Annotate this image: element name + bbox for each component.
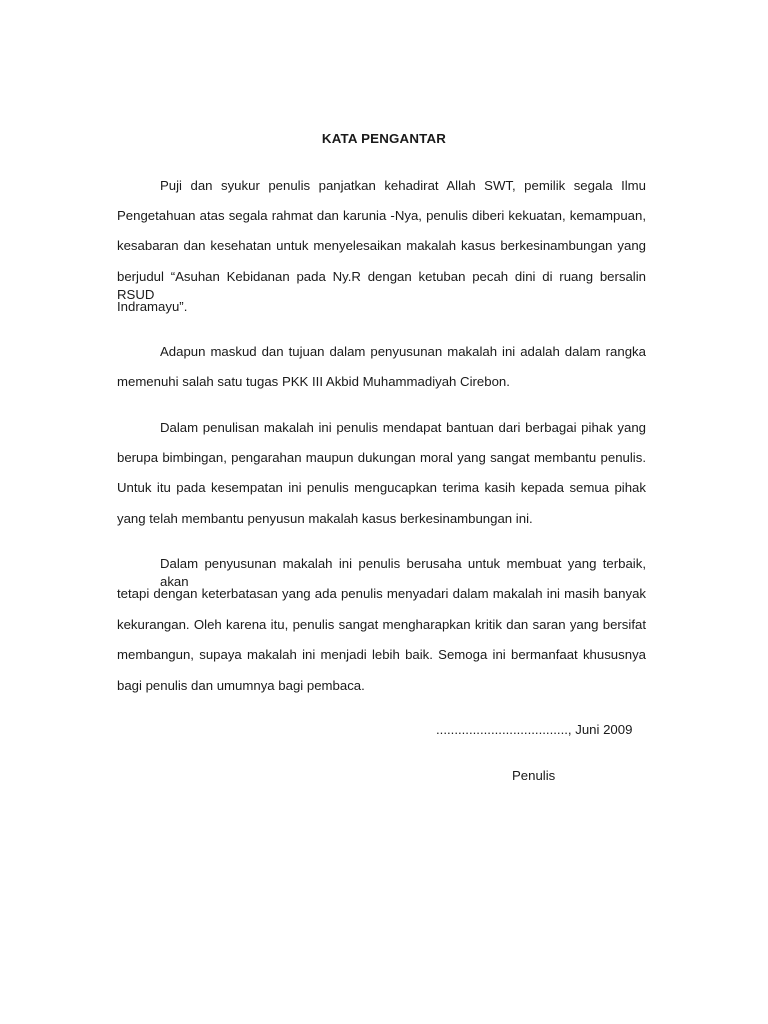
paragraph-1-line-3: kesabaran dan kesehatan untuk menyelesaikan makalah kasus berkesinambungan yang [117,238,646,253]
paragraph-4-line-4: membangun, supaya makalah ini menjadi lebih baik. Semoga ini bermanfaat khususnya [117,647,646,662]
closing-date-line: ...................................., Juni 2009 [436,722,633,737]
paragraph-3-line-3: Untuk itu pada kesempatan ini penulis mengucapkan terima kasih kepada semua pihak [117,480,646,495]
paragraph-4-line-5: bagi penulis dan umumnya bagi pembaca. [117,678,365,693]
paragraph-1-line-4: berjudul “Asuhan Kebidanan pada Ny.R dengan ketuban pecah dini di ruang bersalin RSUD [117,269,646,302]
paragraph-3-line-1: Dalam penulisan makalah ini penulis mendapat bantuan dari berbagai pihak yang [160,420,646,435]
paragraph-3-line-4: yang telah membantu penyusun makalah kasus berkesinambungan ini. [117,511,533,526]
paragraph-2-line-2: memenuhi salah satu tugas PKK III Akbid Muhammadiyah Cirebon. [117,374,510,389]
paragraph-1-line-1: Puji dan syukur penulis panjatkan kehadirat Allah SWT, pemilik segala Ilmu [160,178,646,193]
paragraph-1-line-2: Pengetahuan atas segala rahmat dan karunia -Nya, penulis diberi kekuatan, kemampuan, [117,208,646,223]
paragraph-3-line-2: berupa bimbingan, pengarahan maupun dukungan moral yang sangat membantu penulis. [117,450,646,465]
document-title: KATA PENGANTAR [321,131,447,146]
paragraph-4-line-2: tetapi dengan keterbatasan yang ada penulis menyadari dalam makalah ini masih banyak [117,586,646,601]
paragraph-4-line-1: Dalam penyusunan makalah ini penulis berusaha untuk membuat yang terbaik, akan [160,556,646,589]
paragraph-2-line-1: Adapun maskud dan tujuan dalam penyusunan makalah ini adalah dalam rangka [160,344,646,359]
paragraph-1-line-5: Indramayu”. [117,299,188,314]
closing-writer: Penulis [512,768,556,783]
paragraph-4-line-3: kekurangan. Oleh karena itu, penulis sangat mengharapkan kritik dan saran yang bersifat [117,617,646,632]
